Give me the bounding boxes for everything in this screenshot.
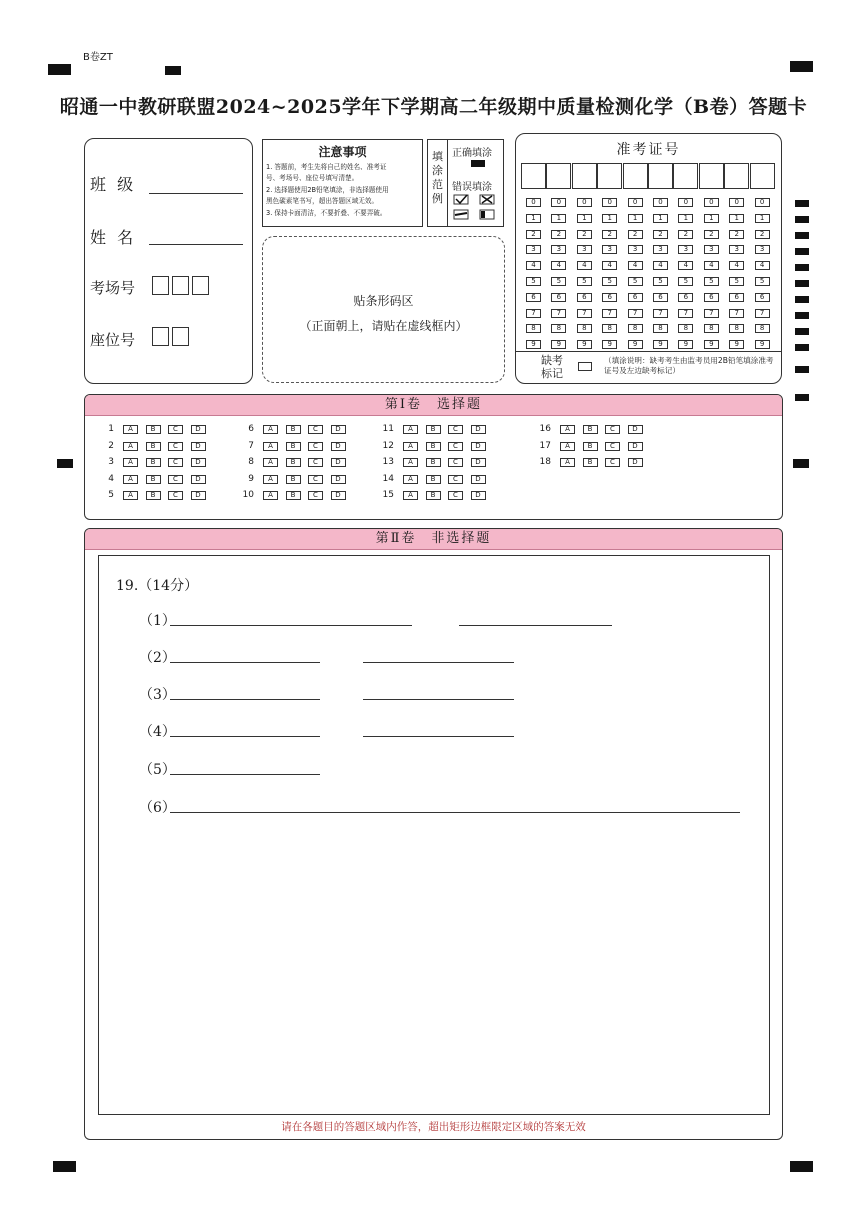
ticket-digit-bubble[interactable]: 9 xyxy=(678,340,693,349)
ticket-digit-bubble[interactable]: 4 xyxy=(678,261,693,270)
ticket-digit-bubble[interactable]: 4 xyxy=(729,261,744,270)
ticket-digit-bubble[interactable]: 2 xyxy=(653,230,668,239)
barcode-note: （正面朝上，请贴在虚线框内） xyxy=(299,319,468,333)
ticket-digit-bubble[interactable]: 1 xyxy=(653,214,668,223)
question-number: 16 xyxy=(539,424,551,434)
option-b-bubble[interactable]: B xyxy=(146,425,161,434)
answer-line[interactable] xyxy=(170,774,320,775)
ticket-digit-bubble[interactable]: 7 xyxy=(678,309,693,318)
ticket-digit-bubble[interactable]: 6 xyxy=(577,293,592,302)
question-number: 12 xyxy=(382,440,394,451)
barcode-area xyxy=(262,236,505,383)
ticket-digit-bubble[interactable]: 3 xyxy=(729,245,744,254)
notice-line: 2. 选择题使用2B铅笔填涂，非选择题使用 xyxy=(266,185,389,194)
ticket-digit-bubble[interactable]: 1 xyxy=(526,214,541,223)
ticket-digit-bubble[interactable]: 1 xyxy=(628,214,643,223)
alignment-mark xyxy=(790,61,813,72)
ticket-digit-bubble[interactable]: 4 xyxy=(628,261,643,270)
option-a-bubble[interactable]: A xyxy=(263,425,278,434)
ticket-digit-cell[interactable] xyxy=(623,163,648,189)
ticket-digit-bubble[interactable]: 8 xyxy=(704,324,719,333)
ticket-digit-bubble[interactable]: 9 xyxy=(729,340,744,349)
absent-note: （填涂说明：缺考考生由监考员用2B铅笔填涂准考证号及左边缺考标记） xyxy=(604,356,774,375)
footer-warning: 请在各题目的答题区域内作答，超出矩形边框限定区域的答案无效 xyxy=(281,1121,586,1133)
option-a-bubble[interactable]: A xyxy=(263,491,278,500)
ticket-digit-bubble[interactable]: 5 xyxy=(653,277,668,286)
ticket-digit-cell[interactable] xyxy=(673,163,698,189)
timing-mark xyxy=(795,280,809,287)
ticket-digit-bubble[interactable]: 6 xyxy=(729,293,744,302)
ticket-digit-bubble[interactable]: 7 xyxy=(704,309,719,318)
option-c-bubble[interactable]: C xyxy=(308,475,323,484)
ticket-digit-bubble[interactable]: 8 xyxy=(628,324,643,333)
option-a-bubble[interactable]: A xyxy=(560,442,575,451)
ticket-digit-bubble[interactable]: 3 xyxy=(678,245,693,254)
option-d-bubble[interactable]: D xyxy=(331,425,346,434)
ticket-digit-cell[interactable] xyxy=(699,163,724,189)
option-a-bubble[interactable]: A xyxy=(403,458,418,467)
question-number: 5 xyxy=(108,490,114,501)
alignment-mark xyxy=(53,1161,76,1172)
seat-digit-box[interactable] xyxy=(172,327,189,346)
ticket-digit-bubble[interactable]: 3 xyxy=(704,245,719,254)
correct-fill-label: 正确填涂 xyxy=(452,148,492,159)
question-number: 7 xyxy=(248,440,254,451)
ticket-digit-bubble[interactable]: 4 xyxy=(755,261,770,270)
wrong-fill-icons xyxy=(452,193,502,223)
ticket-digit-bubble[interactable]: 7 xyxy=(602,309,617,318)
option-c-bubble[interactable]: C xyxy=(168,475,183,484)
option-c-bubble[interactable]: C xyxy=(168,425,183,434)
option-c-bubble[interactable]: C xyxy=(605,442,620,451)
ticket-digit-bubble[interactable]: 1 xyxy=(704,214,719,223)
option-a-bubble[interactable]: A xyxy=(263,475,278,484)
timing-mark xyxy=(795,232,809,239)
timing-mark xyxy=(795,216,809,223)
ticket-digit-bubble[interactable]: 1 xyxy=(729,214,744,223)
subquestion-2-label: （2） xyxy=(139,650,176,666)
timing-mark xyxy=(795,264,809,271)
ticket-digit-bubble[interactable]: 8 xyxy=(526,324,541,333)
question-number: 6 xyxy=(248,424,254,434)
ticket-digit-bubble[interactable]: 0 xyxy=(678,198,693,207)
ticket-title: 准考证号 xyxy=(616,142,681,158)
question-number: 9 xyxy=(248,473,254,484)
notice-box xyxy=(262,139,423,227)
ticket-digit-bubble[interactable]: 5 xyxy=(526,277,541,286)
answer-line[interactable] xyxy=(363,699,514,700)
ticket-digit-bubble[interactable]: 3 xyxy=(577,245,592,254)
option-d-bubble[interactable]: D xyxy=(628,458,643,467)
room-label: 考场号 xyxy=(90,279,136,297)
ticket-digit-bubble[interactable]: 2 xyxy=(602,230,617,239)
notice-title: 注意事项 xyxy=(318,145,367,159)
ticket-digit-bubble[interactable]: 4 xyxy=(653,261,668,270)
ticket-digit-bubble[interactable]: 2 xyxy=(729,230,744,239)
ticket-digit-bubble[interactable]: 0 xyxy=(653,198,668,207)
option-b-bubble[interactable]: B xyxy=(286,458,301,467)
timing-mark xyxy=(795,312,809,319)
ticket-digit-bubble[interactable]: 2 xyxy=(526,230,541,239)
option-b-bubble[interactable]: B xyxy=(146,458,161,467)
option-d-bubble[interactable]: D xyxy=(331,442,346,451)
ticket-digit-bubble[interactable]: 4 xyxy=(577,261,592,270)
timing-mark xyxy=(795,328,809,335)
answer-line[interactable] xyxy=(170,812,740,813)
option-d-bubble[interactable]: D xyxy=(628,425,643,434)
answer-line[interactable] xyxy=(459,625,612,626)
barcode-title: 贴条形码区 xyxy=(353,294,414,308)
ticket-digit-cell[interactable] xyxy=(648,163,673,189)
ticket-digit-bubble[interactable]: 5 xyxy=(577,277,592,286)
ticket-digit-bubble[interactable]: 5 xyxy=(704,277,719,286)
question-number: 15 xyxy=(382,490,394,501)
ticket-digit-bubble[interactable]: 8 xyxy=(602,324,617,333)
option-c-bubble[interactable]: C xyxy=(168,458,183,467)
ticket-digit-bubble[interactable]: 7 xyxy=(653,309,668,318)
ticket-digit-bubble[interactable]: 7 xyxy=(551,309,566,318)
option-a-bubble[interactable]: A xyxy=(263,458,278,467)
ticket-digit-bubble[interactable]: 2 xyxy=(551,230,566,239)
subquestion-4-label: （4） xyxy=(139,724,176,740)
ticket-digit-bubble[interactable]: 2 xyxy=(628,230,643,239)
ticket-digit-bubble[interactable]: 1 xyxy=(577,214,592,223)
subquestion-5-label: （5） xyxy=(139,762,176,778)
class-label: 班 级 xyxy=(90,175,137,194)
ticket-digit-bubble[interactable]: 5 xyxy=(755,277,770,286)
answer-line[interactable] xyxy=(170,662,320,663)
question-number: 1 xyxy=(108,424,114,434)
option-b-bubble[interactable]: B xyxy=(146,442,161,451)
ticket-digit-cell[interactable] xyxy=(750,163,775,189)
option-c-bubble[interactable]: C xyxy=(168,491,183,500)
option-a-bubble[interactable]: A xyxy=(123,475,138,484)
ticket-digit-bubble[interactable]: 7 xyxy=(628,309,643,318)
subquestion-1-label: （1） xyxy=(139,613,176,629)
option-d-bubble[interactable]: D xyxy=(331,458,346,467)
page-title: 昭通一中教研联盟2024~2025学年下学期高二年级期中质量检测化学（B卷）答题卡 xyxy=(59,96,808,118)
ticket-digit-bubble[interactable]: 2 xyxy=(755,230,770,239)
option-c-bubble[interactable]: C xyxy=(168,442,183,451)
option-b-bubble[interactable]: B xyxy=(286,475,301,484)
correct-fill-icon xyxy=(471,160,485,167)
option-b-bubble[interactable]: B xyxy=(583,458,598,467)
ticket-digit-bubble[interactable]: 3 xyxy=(628,245,643,254)
option-c-bubble[interactable]: C xyxy=(308,442,323,451)
option-a-bubble[interactable]: A xyxy=(263,442,278,451)
ticket-digit-bubble[interactable]: 0 xyxy=(551,198,566,207)
option-a-bubble[interactable]: A xyxy=(560,425,575,434)
option-d-bubble[interactable]: D xyxy=(191,491,206,500)
ticket-digit-bubble[interactable]: 0 xyxy=(755,198,770,207)
ticket-digit-bubble[interactable]: 2 xyxy=(577,230,592,239)
ticket-digit-bubble[interactable]: 4 xyxy=(602,261,617,270)
option-d-bubble[interactable]: D xyxy=(471,425,486,434)
ticket-digit-bubble[interactable]: 9 xyxy=(653,340,668,349)
ticket-digit-bubble[interactable]: 6 xyxy=(628,293,643,302)
option-a-bubble[interactable]: A xyxy=(123,491,138,500)
fill-example-label: 填涂范例 xyxy=(428,140,448,226)
question-number: 13 xyxy=(382,457,394,468)
name-field[interactable] xyxy=(149,244,243,245)
option-c-bubble[interactable]: C xyxy=(448,425,463,434)
ticket-digit-bubble[interactable]: 9 xyxy=(577,340,592,349)
ticket-digit-bubble[interactable]: 6 xyxy=(755,293,770,302)
timing-mark xyxy=(795,296,809,303)
ticket-digit-cell[interactable] xyxy=(572,163,597,189)
option-d-bubble[interactable]: D xyxy=(471,475,486,484)
option-c-bubble[interactable]: C xyxy=(448,475,463,484)
ticket-digit-bubble[interactable]: 0 xyxy=(526,198,541,207)
question-number: 17 xyxy=(539,440,551,451)
ticket-digit-bubble[interactable]: 5 xyxy=(628,277,643,286)
ticket-digit-bubble[interactable]: 1 xyxy=(602,214,617,223)
ticket-digit-bubble[interactable]: 6 xyxy=(678,293,693,302)
ticket-digit-cell[interactable] xyxy=(724,163,749,189)
question-number: 14 xyxy=(382,473,394,484)
option-d-bubble[interactable]: D xyxy=(191,425,206,434)
ticket-digit-cell[interactable] xyxy=(597,163,622,189)
ticket-digit-bubble[interactable]: 0 xyxy=(577,198,592,207)
option-b-bubble[interactable]: B xyxy=(583,442,598,451)
class-field[interactable] xyxy=(149,193,243,194)
alignment-mark xyxy=(793,459,809,468)
ticket-digit-cell[interactable] xyxy=(546,163,571,189)
question-number: 3 xyxy=(108,457,114,468)
ticket-digit-bubble[interactable]: 4 xyxy=(526,261,541,270)
answer-line[interactable] xyxy=(363,662,514,663)
option-d-bubble[interactable]: D xyxy=(191,442,206,451)
ticket-digit-bubble[interactable]: 3 xyxy=(602,245,617,254)
ticket-digit-bubble[interactable]: 2 xyxy=(678,230,693,239)
option-b-bubble[interactable]: B xyxy=(426,475,441,484)
subquestion-3-label: （3） xyxy=(139,687,176,703)
option-d-bubble[interactable]: D xyxy=(191,458,206,467)
option-c-bubble[interactable]: C xyxy=(308,458,323,467)
option-a-bubble[interactable]: A xyxy=(123,442,138,451)
fill-example-box xyxy=(427,139,504,227)
answer-area xyxy=(98,555,770,1115)
room-digit-box[interactable] xyxy=(152,276,169,295)
option-b-bubble[interactable]: B xyxy=(426,425,441,434)
question-number: 4 xyxy=(108,473,114,484)
seat-label: 座位号 xyxy=(90,331,136,349)
ticket-digit-bubble[interactable]: 9 xyxy=(755,340,770,349)
ticket-digit-bubble[interactable]: 6 xyxy=(526,293,541,302)
ticket-digit-bubble[interactable]: 8 xyxy=(653,324,668,333)
ticket-digit-bubble[interactable]: 7 xyxy=(577,309,592,318)
option-d-bubble[interactable]: D xyxy=(331,491,346,500)
ticket-digit-bubble[interactable]: 0 xyxy=(628,198,643,207)
option-b-bubble[interactable]: B xyxy=(426,491,441,500)
absent-checkbox[interactable] xyxy=(578,362,592,371)
question-number: 18 xyxy=(539,457,551,468)
option-c-bubble[interactable]: C xyxy=(448,458,463,467)
absent-label: 缺考标记 xyxy=(541,354,563,380)
option-d-bubble[interactable]: D xyxy=(191,475,206,484)
ticket-digit-bubble[interactable]: 5 xyxy=(729,277,744,286)
option-d-bubble[interactable]: D xyxy=(471,442,486,451)
ticket-digit-bubble[interactable]: 0 xyxy=(729,198,744,207)
ticket-digit-bubble[interactable]: 9 xyxy=(602,340,617,349)
option-a-bubble[interactable]: A xyxy=(403,442,418,451)
room-digit-box[interactable] xyxy=(172,276,189,295)
option-c-bubble[interactable]: C xyxy=(605,458,620,467)
question-number: 11 xyxy=(382,424,394,434)
paper-code: B卷ZT xyxy=(83,52,113,63)
ticket-digit-bubble[interactable]: 7 xyxy=(755,309,770,318)
question-19-label: 19.（14分） xyxy=(116,578,199,594)
option-c-bubble[interactable]: C xyxy=(605,425,620,434)
option-a-bubble[interactable]: A xyxy=(560,458,575,467)
option-b-bubble[interactable]: B xyxy=(583,425,598,434)
question-number: 8 xyxy=(248,457,254,468)
alignment-mark xyxy=(57,459,73,468)
option-b-bubble[interactable]: B xyxy=(146,491,161,500)
seat-digit-box[interactable] xyxy=(152,327,169,346)
option-d-bubble[interactable]: D xyxy=(331,475,346,484)
ticket-digit-bubble[interactable]: 9 xyxy=(551,340,566,349)
option-d-bubble[interactable]: D xyxy=(471,491,486,500)
ticket-digit-bubble[interactable]: 1 xyxy=(551,214,566,223)
ticket-digit-bubble[interactable]: 7 xyxy=(526,309,541,318)
section-nonchoice-title: 第Ⅱ卷 非选择题 xyxy=(85,529,782,550)
option-c-bubble[interactable]: C xyxy=(448,442,463,451)
section-choice xyxy=(84,394,783,520)
option-c-bubble[interactable]: C xyxy=(308,491,323,500)
ticket-digit-bubble[interactable]: 4 xyxy=(551,261,566,270)
ticket-digit-bubble[interactable]: 9 xyxy=(526,340,541,349)
option-b-bubble[interactable]: B xyxy=(286,491,301,500)
ticket-digit-bubble[interactable]: 3 xyxy=(551,245,566,254)
ticket-digit-bubble[interactable]: 9 xyxy=(628,340,643,349)
option-b-bubble[interactable]: B xyxy=(146,475,161,484)
alignment-mark xyxy=(790,1161,813,1172)
option-a-bubble[interactable]: A xyxy=(123,458,138,467)
notice-line: 3. 保持卡面清洁，不要折叠、不要弄破。 xyxy=(266,208,387,217)
ticket-digit-bubble[interactable]: 8 xyxy=(678,324,693,333)
ticket-digit-bubble[interactable]: 8 xyxy=(551,324,566,333)
ticket-digit-bubble[interactable]: 2 xyxy=(704,230,719,239)
option-b-bubble[interactable]: B xyxy=(286,442,301,451)
ticket-digit-bubble[interactable]: 3 xyxy=(526,245,541,254)
ticket-digit-bubble[interactable]: 5 xyxy=(602,277,617,286)
ticket-digit-bubble[interactable]: 4 xyxy=(704,261,719,270)
option-d-bubble[interactable]: D xyxy=(471,458,486,467)
option-c-bubble[interactable]: C xyxy=(308,425,323,434)
subquestion-6-label: （6） xyxy=(139,800,176,816)
option-b-bubble[interactable]: B xyxy=(426,458,441,467)
ticket-digit-bubble[interactable]: 8 xyxy=(577,324,592,333)
option-a-bubble[interactable]: A xyxy=(403,491,418,500)
alignment-mark xyxy=(48,64,71,75)
timing-mark xyxy=(795,344,809,351)
room-digit-box[interactable] xyxy=(192,276,209,295)
option-a-bubble[interactable]: A xyxy=(123,425,138,434)
timing-mark xyxy=(795,200,809,207)
ticket-digit-bubble[interactable]: 0 xyxy=(602,198,617,207)
answer-line[interactable] xyxy=(170,699,320,700)
ticket-digit-bubble[interactable]: 6 xyxy=(551,293,566,302)
ticket-digit-bubble[interactable]: 5 xyxy=(551,277,566,286)
ticket-digit-bubble[interactable]: 8 xyxy=(729,324,744,333)
question-number: 10 xyxy=(242,490,254,501)
answer-line[interactable] xyxy=(170,625,412,626)
ticket-digit-bubble[interactable]: 9 xyxy=(704,340,719,349)
answer-line[interactable] xyxy=(170,736,320,737)
option-a-bubble[interactable]: A xyxy=(403,425,418,434)
ticket-digit-bubble[interactable]: 3 xyxy=(653,245,668,254)
notice-line: 1. 答题前，考生先将自己的姓名、准考证 xyxy=(266,163,387,171)
ticket-divider xyxy=(516,351,781,352)
name-label: 姓 名 xyxy=(90,228,137,247)
option-b-bubble[interactable]: B xyxy=(286,425,301,434)
option-b-bubble[interactable]: B xyxy=(426,442,441,451)
ticket-digit-bubble[interactable]: 3 xyxy=(755,245,770,254)
ticket-digit-bubble[interactable]: 7 xyxy=(729,309,744,318)
alignment-mark xyxy=(165,66,181,75)
ticket-digit-bubble[interactable]: 6 xyxy=(602,293,617,302)
ticket-digit-bubble[interactable]: 6 xyxy=(704,293,719,302)
section-choice-title: 第Ⅰ卷 选择题 xyxy=(85,395,782,416)
notice-line: 号、考场号、座位号填写清楚。 xyxy=(266,174,359,183)
option-d-bubble[interactable]: D xyxy=(628,442,643,451)
ticket-digit-bubble[interactable]: 1 xyxy=(678,214,693,223)
timing-mark xyxy=(795,366,809,373)
question-number: 2 xyxy=(108,440,114,451)
option-c-bubble[interactable]: C xyxy=(448,491,463,500)
ticket-digit-cell[interactable] xyxy=(521,163,546,189)
wrong-fill-label: 错误填涂 xyxy=(452,182,492,193)
notice-line: 黑色碳素笔书写，超出答题区域无效。 xyxy=(266,197,379,206)
ticket-digit-bubble[interactable]: 8 xyxy=(755,324,770,333)
option-a-bubble[interactable]: A xyxy=(403,475,418,484)
timing-mark xyxy=(795,394,809,401)
ticket-digit-bubble[interactable]: 6 xyxy=(653,293,668,302)
ticket-digit-bubble[interactable]: 0 xyxy=(704,198,719,207)
ticket-digit-bubble[interactable]: 1 xyxy=(755,214,770,223)
ticket-digit-bubble[interactable]: 5 xyxy=(678,277,693,286)
timing-mark xyxy=(795,248,809,255)
answer-line[interactable] xyxy=(363,736,514,737)
